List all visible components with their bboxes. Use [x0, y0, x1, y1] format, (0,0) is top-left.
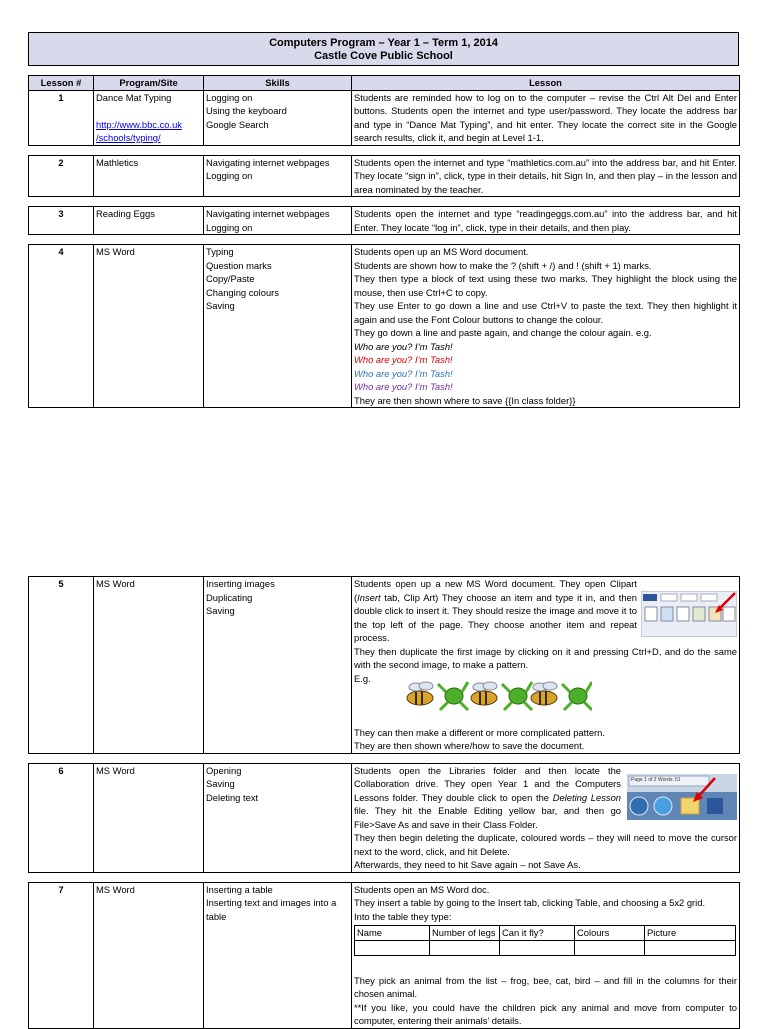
skill-item: Question marks — [206, 259, 272, 271]
skill-item: Saving — [206, 605, 235, 616]
insert-tab-text: Insert — [357, 591, 381, 603]
frog-icon — [502, 682, 532, 710]
skills-cell — [204, 245, 352, 408]
lesson-text-line: They insert a table by going to the Insert tab, clicking Table, and choosing a 5x2 grid. — [354, 897, 706, 908]
lesson-text-line: They pick an animal from the list – frog, bee, cat, bird – and fill in the columns for their chosen animal. — [354, 974, 737, 999]
lesson-number: 5 — [29, 577, 94, 754]
lesson-number: 3 — [29, 207, 94, 235]
eg-label: E.g. — [354, 672, 371, 684]
skill-item: Copy/Paste — [206, 273, 255, 284]
document-title: Computers Program – Year 1 – Term 1, 2014 — [269, 37, 498, 49]
lesson-number: 1 — [29, 90, 94, 145]
animal-table-header: Colours — [575, 926, 645, 941]
skills-cell — [204, 155, 352, 197]
lessons-table-part1 — [28, 75, 740, 408]
program-name: Reading Eggs — [94, 207, 204, 235]
skill-item: Navigating internet webpages — [206, 208, 330, 219]
lesson-text-line: Students are shown how to make the ? (shift + /) and ! (shift + 1) marks. — [354, 259, 652, 271]
animal-table-header: Name — [355, 926, 430, 941]
col-header-skills: Skills — [204, 76, 352, 91]
program-link-part2[interactable]: /schools/typing/ — [96, 132, 161, 143]
lesson-text-line: They are then shown where to save {{In class folder}} — [354, 394, 576, 406]
skills-cell — [204, 90, 352, 145]
skill-item: Logging on — [206, 221, 253, 233]
lesson-description — [352, 763, 740, 872]
lesson-text-line: **If you like, you could have the children pick any animal and move from computer to computer, entering their animals’ details. — [354, 1001, 737, 1026]
skill-item: Inserting a table — [206, 883, 273, 895]
skills-cell — [204, 763, 352, 872]
insert-ribbon-icon — [641, 591, 737, 637]
skill-item: Deleting text — [206, 791, 259, 803]
lesson-number: 2 — [29, 155, 94, 197]
status-bar-text: Page 1 of 2 Words: 51 — [631, 776, 681, 783]
col-header-lesson: Lesson — [352, 76, 740, 91]
skills-cell — [204, 577, 352, 754]
lesson-text-line: Into the table they type: — [354, 910, 452, 922]
animal-table-cell — [500, 941, 575, 956]
bee-icon — [407, 682, 433, 705]
animal-table-cell — [645, 941, 736, 956]
lesson-number: 4 — [29, 245, 94, 408]
lesson-text-line: Students open up an MS Word document. — [354, 246, 529, 257]
skill-item: Opening — [206, 764, 242, 776]
frog-icon — [438, 682, 468, 710]
lesson-text-line: They are then shown where/how to save the document. — [354, 740, 585, 751]
program-name: Dance Mat Typing — [96, 91, 172, 103]
lesson-text-line: file. They hit the Enable Editing yellow bar, and then go File>Save As and save in their Class Folder. — [354, 805, 621, 830]
animal-table-empty-row — [355, 941, 736, 956]
skill-item: Typing — [206, 246, 234, 257]
lesson-row-1 — [29, 90, 740, 145]
lesson-text-line: They go down a line and paste again, and change the colour again. e.g. — [354, 327, 652, 338]
skill-item: Inserting images — [206, 578, 275, 589]
skills-cell — [204, 207, 352, 235]
program-cell — [94, 90, 204, 145]
example-red: Who are you? I’m Tash! — [354, 354, 453, 365]
lesson-text-line: They then type a block of text using these two marks. They highlight the block using the mouse, then use Ctrl+C to copy. — [354, 273, 737, 298]
skill-item: Logging on — [206, 91, 253, 103]
lesson-row-6 — [29, 763, 740, 872]
col-header-lesson-num: Lesson # — [29, 76, 94, 91]
animal-table-header: Can it fly? — [500, 926, 575, 941]
skill-item: Saving — [206, 778, 235, 789]
school-name: Castle Cove Public School — [314, 50, 453, 62]
lesson-description: Students open the internet and type “mathletics.com.au” into the address bar, and hit Enter. They locate “sign in”, click, type in their details, hit Sign In, and then play – in the lesson and area nominated by the teacher. — [352, 155, 740, 197]
skill-item: Navigating internet webpages — [206, 156, 330, 168]
lesson-row-4 — [29, 245, 740, 408]
skill-item: Duplicating — [206, 591, 253, 603]
lesson-text-line: Students open up a new MS Word document. They open Clipart ( — [354, 578, 637, 603]
lesson-row-3 — [29, 207, 740, 235]
animal-table-example — [354, 925, 736, 956]
program-name: MS Word — [94, 882, 204, 1028]
lesson-description — [352, 577, 740, 754]
lesson-text-line: Students open an MS Word doc. — [354, 883, 490, 895]
lesson-text-line: They then duplicate the first image by clicking on it and pressing Ctrl+D, and do the same with the second image, to make a pattern. — [354, 645, 737, 670]
col-header-program: Program/Site — [94, 76, 204, 91]
lesson-text-line: They can then make a different or more complicated pattern. — [354, 726, 606, 738]
bee-icon — [471, 682, 497, 705]
bee-icon — [531, 682, 557, 705]
lesson-row-5 — [29, 577, 740, 754]
skill-item: Logging on — [206, 170, 253, 181]
example-blue: Who are you? I’m Tash! — [354, 367, 453, 379]
lesson-text-line: tab, Clip Art) They choose an item and type it in, and then double click to insert it. They should resize the image and move it to the top left of the page. They choose another item and repeat process. — [354, 591, 637, 643]
skill-item: Google Search — [206, 118, 269, 130]
bee-frog-pattern-image — [402, 678, 592, 712]
skill-item: Using the keyboard — [206, 105, 287, 116]
skills-cell — [204, 882, 352, 1028]
skill-item: Changing colours — [206, 286, 279, 298]
program-name: MS Word — [94, 577, 204, 754]
skill-item: Saving — [206, 300, 235, 311]
animal-table-cell — [575, 941, 645, 956]
file-name-text: Deleting Lesson — [552, 791, 621, 803]
lesson-description: Students are reminded how to log on to the computer – revise the Ctrl Alt Del and Enter buttons. Students open the internet and type user/password. They locate the address bar and type in “Dance Mat Typing”, and hit enter. They locate the correct site in the Google search results, click it, and begin at Level 1-1. — [352, 90, 740, 145]
animal-table-header: Number of legs — [430, 926, 500, 941]
lesson-text-line: Afterwards, they need to hit Save again – not Save As. — [354, 859, 581, 870]
lesson-row-2 — [29, 155, 740, 197]
example-black: Who are you? I’m Tash! — [354, 340, 453, 352]
lesson-text-line: Students open the Libraries folder and then locate the Collaboration drive. They open Year 1 and the Computers Lessons folder. They double click to open the — [354, 764, 621, 803]
lesson-row-7 — [29, 882, 740, 1028]
example-purple: Who are you? I’m Tash! — [354, 381, 453, 392]
taskbar-thumbnail — [627, 774, 737, 820]
lesson-number: 6 — [29, 763, 94, 872]
animal-table-header-row — [355, 926, 736, 941]
lesson-text-line: They use Enter to go down a line and use Ctrl+V to paste the text. They then highlight it again and use the Font Colour buttons to change the colour. — [354, 300, 737, 325]
lesson-number: 7 — [29, 882, 94, 1028]
program-name: MS Word — [94, 763, 204, 872]
program-link-part1[interactable]: http://www.bbc.co.uk — [96, 118, 182, 130]
document-title-box — [28, 32, 739, 66]
program-name: MS Word — [94, 245, 204, 408]
pattern-example — [354, 672, 737, 726]
lesson-description — [352, 245, 740, 408]
table-header-row — [29, 76, 740, 91]
animal-table-header: Picture — [645, 926, 736, 941]
frog-icon — [562, 682, 592, 710]
program-name: Mathletics — [94, 155, 204, 197]
ribbon-thumbnail — [641, 591, 737, 637]
skill-item: Inserting text and images into a table — [206, 897, 337, 922]
lesson-text-line: They then begin deleting the duplicate, coloured words – they will need to move the cursor next to the word, click, and hit Delete. — [354, 832, 737, 857]
animal-table-cell — [430, 941, 500, 956]
lesson-description — [352, 882, 740, 1028]
lesson-description: Students open the internet and type “readingeggs.com.au” into the address bar, and hit Enter. They locate “log in”, click, type in their details, and then play. — [352, 207, 740, 235]
lessons-table-part2 — [28, 576, 740, 1029]
animal-table-cell — [355, 941, 430, 956]
